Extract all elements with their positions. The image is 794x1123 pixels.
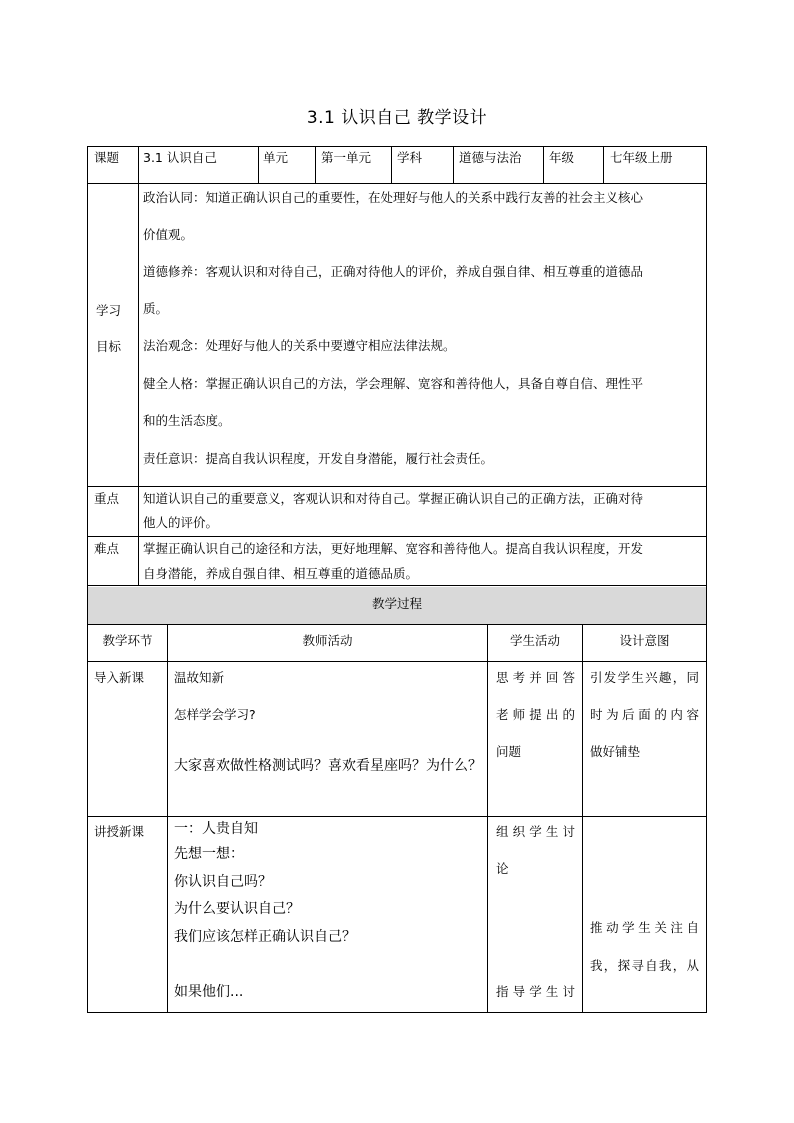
teacher-activity-line: 怎样学会学习?: [174, 707, 256, 722]
difficulties-label: 难点: [94, 541, 120, 556]
lesson-label: 课题: [94, 150, 120, 165]
teacher-activity-line: 先想一想：: [174, 846, 244, 862]
key-points-line: 知道认识自己的重要意义，客观认识和对待自己。掌握正确认识自己的正确方法，正确对待: [143, 491, 644, 506]
objectives-label-line1: 学习: [96, 303, 122, 318]
unit-label: 单元: [263, 150, 289, 165]
document-title: 3.1 认识自己 教学设计: [306, 108, 488, 128]
difficulties-line: 掌握正确认识自己的途径和方法，更好地理解、宽容和善待他人。提高自我认识程度，开发: [143, 541, 644, 556]
teacher-activity-line: 你认识自己吗？: [174, 874, 272, 890]
grade-label: 年级: [549, 150, 575, 165]
student-activity-line: 指导学生讨: [496, 984, 575, 999]
objective-line: 道德修养：客观认识和对待自己，正确对待他人的评价，养成自强自律、相互尊重的道德品: [143, 264, 644, 279]
objective-line: 健全人格：掌握正确认识自己的方法，学会理解、宽容和善待他人，具备自尊自信、理性平: [143, 376, 644, 391]
teacher-activity-line: 为什么要认识自己？: [174, 901, 300, 917]
design-intent-line: 时为后面的内容: [590, 707, 699, 722]
subject-value: 道德与法治: [459, 150, 522, 165]
column-header-student: 学生活动: [509, 633, 560, 648]
unit-value: 第一单元: [321, 150, 372, 165]
grade-value: 七年级上册: [610, 150, 673, 165]
student-activity-line: 论: [496, 861, 509, 876]
student-activity-line: 老师提出的: [496, 707, 575, 722]
stage-cell: 导入新课: [94, 670, 145, 685]
column-header-stage: 教学环节: [102, 633, 153, 648]
objective-line: 法治观念：处理好与他人的关系中要遵守相应法律法规。: [143, 338, 456, 353]
objective-line: 质。: [143, 301, 169, 316]
teacher-activity-line: 我们应该怎样正确认识自己？: [174, 929, 356, 945]
objective-line: 价值观。: [143, 227, 194, 242]
objective-line: 和的生活态度。: [143, 413, 231, 428]
objective-line: 政治认同：知道正确认识自己的重要性，在处理好与他人的关系中践行友善的社会主义核心: [143, 190, 644, 205]
design-intent-line: 做好铺垫: [590, 744, 641, 759]
design-intent-line: 推动学生关注自: [590, 920, 699, 935]
column-header-intent: 设计意图: [619, 633, 670, 648]
teacher-activity-line: 一：人贵自知: [174, 821, 258, 837]
stage-cell: 讲授新课: [94, 824, 145, 839]
teacher-activity-line: 温故知新: [174, 670, 225, 685]
key-points-line: 他人的评价。: [143, 515, 219, 530]
student-activity-line: 问题: [496, 744, 522, 759]
design-intent-line: 我，探寻自我，从: [590, 958, 699, 973]
column-header-teacher: 教师活动: [302, 633, 353, 648]
subject-label: 学科: [397, 150, 423, 165]
process-title: 教学过程: [371, 596, 422, 611]
teacher-activity-line: 大家喜欢做性格测试吗？喜欢看星座吗？为什么？: [174, 758, 482, 774]
student-activity-line: 思考并回答: [496, 670, 575, 685]
objectives-label-line2: 目标: [96, 339, 122, 354]
student-activity-line: 组织学生讨: [496, 824, 575, 839]
key-points-label: 重点: [94, 491, 120, 506]
lesson-value: 3.1 认识自己: [143, 150, 217, 165]
teacher-activity-line: 如果他们...: [174, 984, 244, 1000]
difficulties-line: 自身潜能，养成自强自律、相互尊重的道德品质。: [143, 566, 419, 581]
objective-line: 责任意识：提高自我认识程度，开发自身潜能，履行社会责任。: [143, 451, 494, 466]
design-intent-line: 引发学生兴趣，同: [590, 670, 699, 685]
